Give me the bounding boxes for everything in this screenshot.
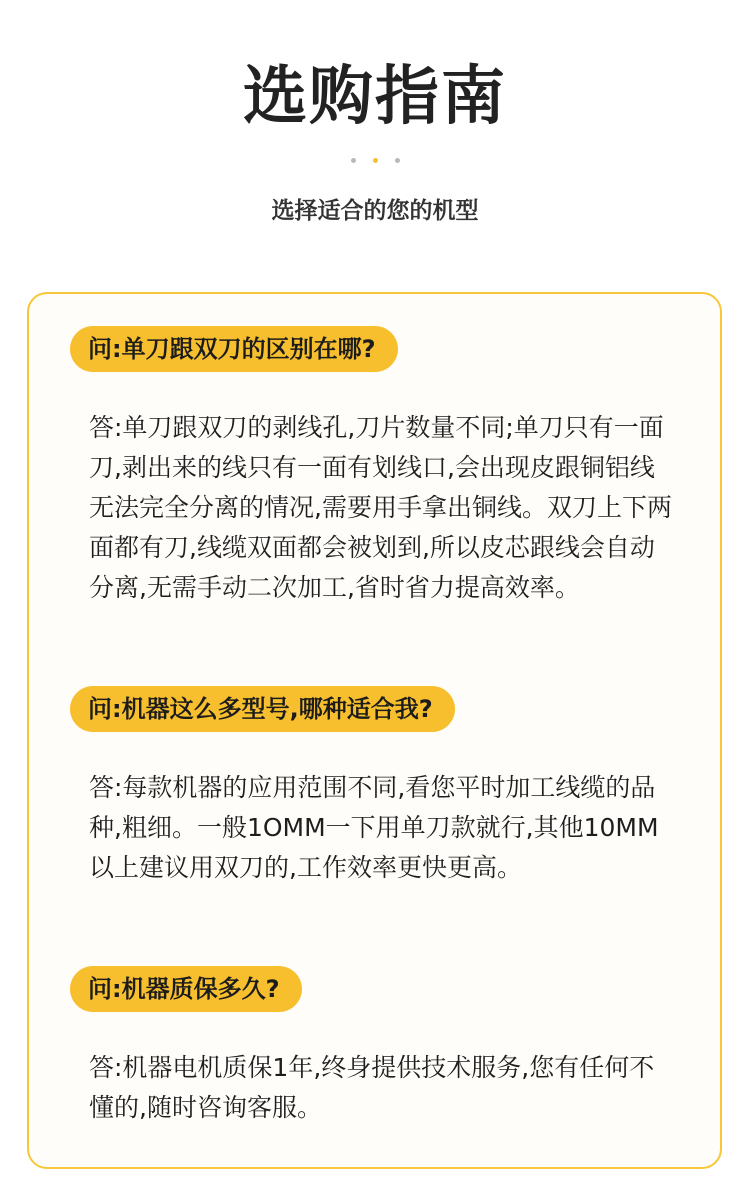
divider-dot	[351, 158, 356, 163]
faq-question-pill: 问:机器质保多久?	[70, 966, 302, 1012]
faq-answer: 答:每款机器的应用范围不同,看您平时加工线缆的品种,粗细。一般1OMM一下用单刀款就行,其他10MM以上建议用双刀的,工作效率更快更高。	[89, 773, 659, 882]
page-subtitle: 选择适合的您的机型	[271, 198, 479, 224]
title-divider-dots	[0, 158, 750, 163]
divider-dot	[395, 158, 400, 163]
divider-dot-accent	[373, 158, 378, 163]
faq-question-pill: 问:单刀跟双刀的区别在哪?	[70, 326, 398, 372]
faq-item	[29, 326, 720, 608]
faq-item	[29, 966, 720, 1128]
faq-answer: 答:单刀跟双刀的剥线孔,刀片数量不同;单刀只有一面刀,剥出来的线只有一面有划线口,会出现皮跟铜铝线无法完全分离的情况,需要用手拿出铜线。双刀上下两面都有刀,线缆双面都会被划到,所以皮芯跟线会自动分离,无需手动二次加工,省时省力提高效率。	[89, 413, 672, 602]
faq-item	[29, 686, 720, 888]
faq-answer: 答:机器电机质保1年,终身提供技术服务,您有任何不懂的,随时咨询客服。	[89, 1053, 655, 1122]
page-title: 选购指南	[243, 60, 507, 134]
page-header	[0, 0, 750, 270]
faq-card	[27, 292, 722, 1169]
faq-question-pill: 问:机器这么多型号,哪种适合我?	[70, 686, 455, 732]
